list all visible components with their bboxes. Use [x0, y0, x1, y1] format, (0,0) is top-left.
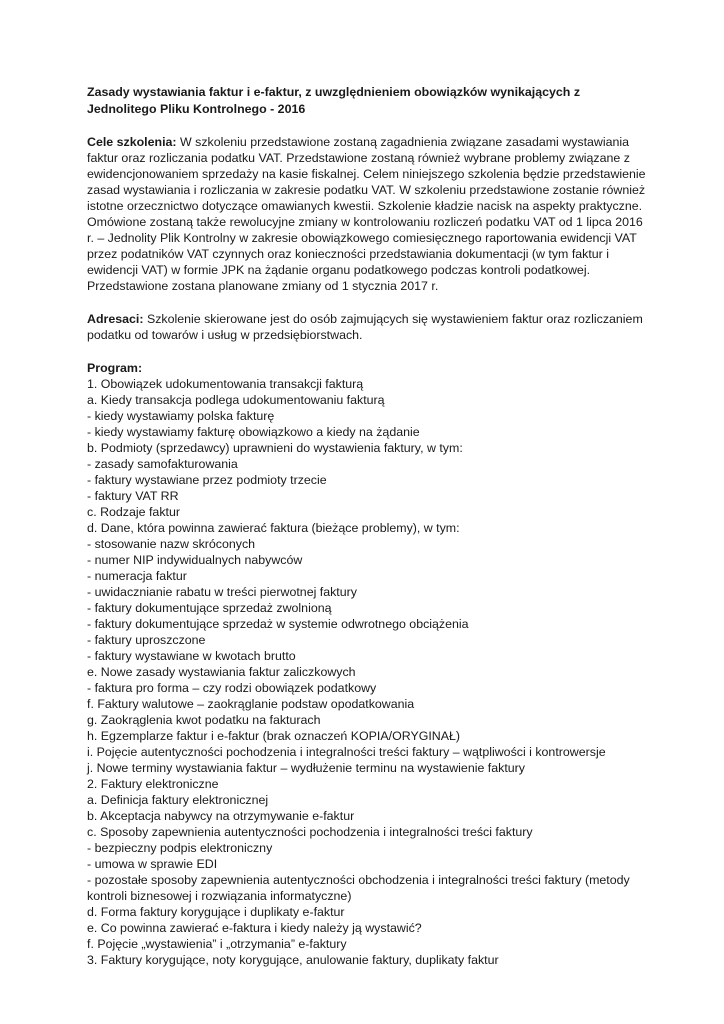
program-item: e. Nowe zasady wystawiania faktur zaliczkowych: [87, 665, 356, 679]
program-item: a. Definicja faktury elektronicznej: [87, 793, 269, 807]
program-item: - kiedy wystawiamy fakturę obowiązkowo a kiedy na żądanie: [87, 425, 420, 439]
program-item: f. Pojęcie „wystawienia” i „otrzymania” e-faktury: [87, 937, 347, 951]
program-item: b. Akceptacja nabywcy na otrzymywanie e-faktur: [87, 809, 355, 823]
program-item: - kiedy wystawiamy polska fakturę: [87, 409, 275, 423]
program-item: f. Faktury walutowe – zaokrąglanie podstaw opodatkowania: [87, 697, 415, 711]
program-item: c. Rodzaje faktur: [87, 505, 180, 519]
program-item: - faktura pro forma – czy rodzi obowiązek podatkowy: [87, 681, 377, 695]
addressees-text: Szkolenie skierowane jest do osób zajmujących się wystawieniem faktur oraz rozliczaniem podatku od towarów i usług w przedsiębiorstwach.: [87, 312, 643, 342]
program-item: - faktury wystawiane przez podmioty trzecie: [87, 473, 327, 487]
program-item: b. Podmioty (sprzedawcy) uprawnieni do wystawienia faktury, w tym:: [87, 441, 463, 455]
addressees-paragraph: [87, 311, 647, 343]
document-page: [87, 84, 647, 968]
addressees-section: [87, 311, 647, 343]
program-item: a. Kiedy transakcja podlega udokumentowaniu fakturą: [87, 393, 385, 407]
program-item: 1. Obowiązek udokumentowania transakcji fakturą: [87, 377, 364, 391]
program-item: g. Zaokrąglenia kwot podatku na fakturach: [87, 713, 321, 727]
program-item: - faktury wystawiane w kwotach brutto: [87, 649, 296, 663]
program-item: c. Sposoby zapewnienia autentyczności pochodzenia i integralności treści faktury: [87, 825, 533, 839]
goals-section: [87, 134, 647, 294]
document-title: Zasady wystawiania faktur i e-faktur, z uwzględnieniem obowiązków wynikających z Jednolitego Pliku Kontrolnego - 2016: [87, 85, 581, 116]
addressees-label: Adresaci:: [87, 312, 144, 326]
program-item: d. Dane, która powinna zawierać faktura (bieżące problemy), w tym:: [87, 521, 460, 535]
program-item: d. Forma faktury korygujące i duplikaty e-faktur: [87, 905, 345, 919]
goals-text: W szkoleniu przedstawione zostaną zagadnienia związane zasadami wystawiania faktur oraz rozliczania podatku VAT. Przedstawione zostaną również wybrane problemy związane z ewidencjonowaniem sprzedaży na kasie fiskalnej. Celem niniejszego szkolenia będzie przedstawienie zasad wystawiania i rozliczania w zakresie podatku VAT. W szkoleniu przedstawione zostanie również istotne orzecznictwo dotyczące omawianych kwestii. Szkolenie kładzie nacisk na aspekty praktyczne. Omówione zostaną także rewolucyjne zmiany w kontrolowaniu rozliczeń podatku VAT od 1 lipca 2016 r. – Jednolity Plik Kontrolny w zakresie obowiązkowego comiesięcznego raportowania ewidencji VAT przez podatników VAT czynnych oraz konieczności przedstawiania dokumentacji (w tym faktur i ewidencji VAT) w formie JPK na żądanie organu podatkowego podczas kontroli podatkowej. Przedstawione zostana planowane zmiany od 1 stycznia 2017 r.: [87, 135, 646, 293]
program-item: - faktury dokumentujące sprzedaż zwolnioną: [87, 601, 332, 615]
program-item: h. Egzemplarze faktur i e-faktur (brak oznaczeń KOPIA/ORYGINAŁ): [87, 729, 461, 743]
program-item: - faktury uproszczone: [87, 633, 206, 647]
program-item: - faktury dokumentujące sprzedaż w systemie odwrotnego obciążenia: [87, 617, 469, 631]
program-item: - zasady samofakturowania: [87, 457, 238, 471]
program-item: e. Co powinna zawierać e-faktura i kiedy należy ją wystawić?: [87, 921, 422, 935]
program-item: - numeracja faktur: [87, 569, 187, 583]
program-item: 3. Faktury korygujące, noty korygujące, anulowanie faktury, duplikaty faktur: [87, 953, 499, 967]
program-item: i. Pojęcie autentyczności pochodzenia i integralności treści faktury – wątpliwości i kontrowersje: [87, 745, 606, 759]
program-list: [87, 376, 647, 968]
program-item: j. Nowe terminy wystawiania faktur – wydłużenie terminu na wystawienie faktury: [87, 761, 525, 775]
program-item: - umowa w sprawie EDI: [87, 857, 218, 871]
program-item: - numer NIP indywidualnych nabywców: [87, 553, 303, 567]
program-item: - uwidacznianie rabatu w treści pierwotnej faktury: [87, 585, 357, 599]
program-item: 2. Faktury elektroniczne: [87, 777, 219, 791]
program-item: - pozostałe sposoby zapewnienia autentyczności obchodzenia i integralności treści faktury (metody kontroli biznesowej i rozwiązania informatyczne): [87, 873, 630, 903]
program-item: - stosowanie nazw skróconych: [87, 537, 256, 551]
program-item: - faktury VAT RR: [87, 489, 179, 503]
program-heading: Program:: [87, 361, 143, 375]
goals-paragraph: [87, 134, 647, 294]
goals-label: Cele szkolenia:: [87, 135, 177, 149]
program-item: - bezpieczny podpis elektroniczny: [87, 841, 273, 855]
